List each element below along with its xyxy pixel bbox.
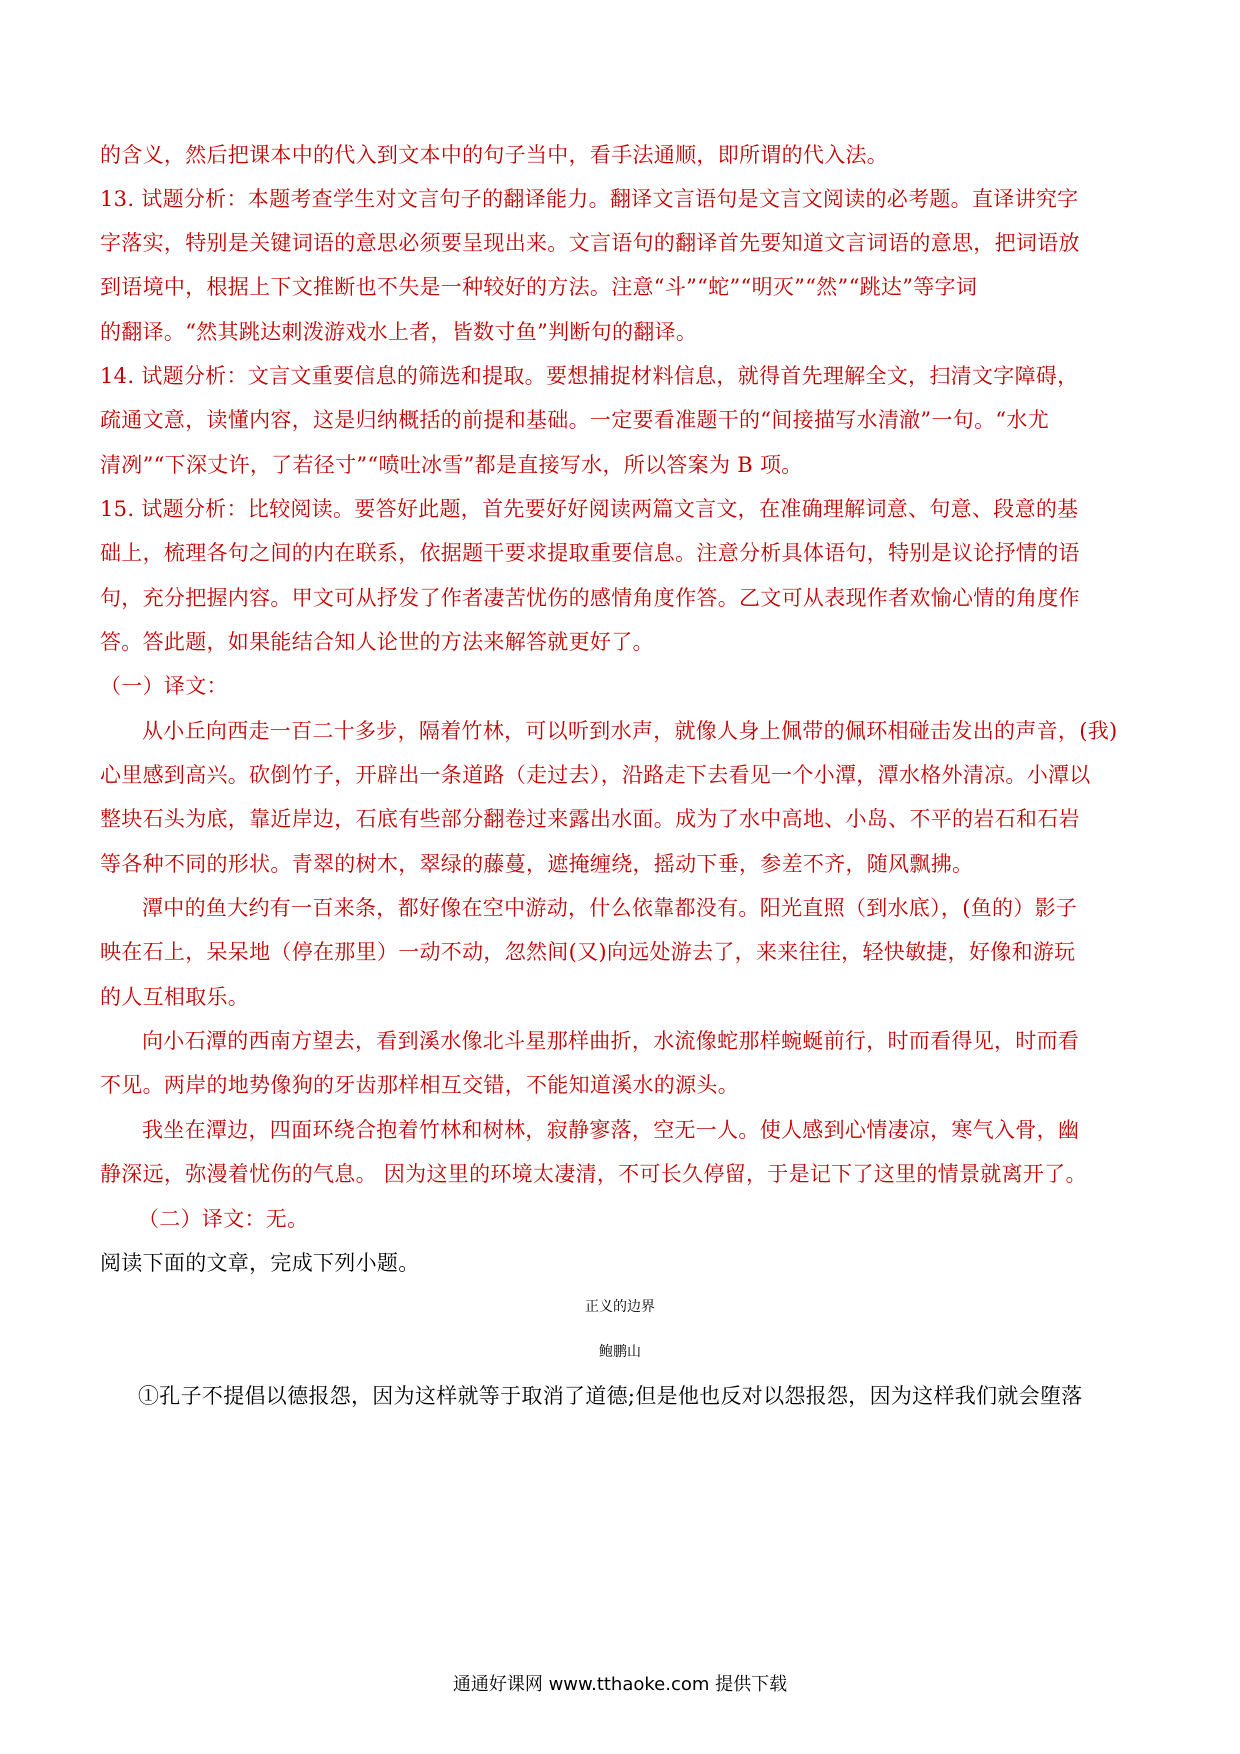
translation-p2-line-2: 映在石上，呆呆地（停在那里）一动不动，忽然间(又)向远处游去了，来来往往，轻快敏捷，好像和游玩 (100, 940, 1076, 964)
q13-line-1: 13. 试题分析：本题考查学生对文言句子的翻译能力。翻译文言语句是文言文阅读的必考题。直译讲究字 (100, 187, 1079, 211)
q13-line-2: 字落实，特别是关键词语的意思必须要呈现出来。文言语句的翻译首先要知道文言词语的意思，把词语放 (100, 231, 1080, 255)
translation-p1-line-4: 等各种不同的形状。青翠的树木，翠绿的藤蔓，遮掩缠绕，摇动下垂，参差不齐，随风飘拂。 (100, 852, 974, 876)
translation-p4-line-2: 静深远，弥漫着忧伤的气息。 因为这里的环境太凄清，不可长久停留，于是记下了这里的情景就离开了。 (100, 1162, 1087, 1186)
article-author: 鲍鹏山 (599, 1344, 641, 1360)
translation-p4-line-1: 我坐在潭边，四面环绕合抱着竹林和树林，寂静寥落，空无一人。使人感到心情凄凉，寒气入骨，幽 (142, 1118, 1080, 1142)
article-title: 正义的边界 (585, 1299, 655, 1315)
q15-line-3: 句，充分把握内容。甲文可从抒发了作者凄苦忧伤的感情角度作答。乙文可从表现作者欢愉心情的角度作 (100, 586, 1080, 610)
q13-line-3: 到语境中，根据上下文推断也不失是一种较好的方法。注意“斗”“蛇”“明灭”“然”“跳达”等字词 (100, 275, 978, 299)
analysis-line: 的含义，然后把课本中的代入到文本中的句子当中，看手法通顺，即所谓的代入法。 (100, 143, 889, 167)
translation-heading-1: （一）译文： (100, 674, 228, 698)
page-footer: 通通好课网 www.tthaoke.com 提供下载 (452, 1674, 788, 1695)
translation-p1-line-2: 心里感到高兴。砍倒竹子，开辟出一条道路（走过去），沿路走下去看见一个小潭，潭水格外清凉。小潭以 (100, 763, 1091, 787)
translation-heading-2: （二）译文：无。 (138, 1207, 309, 1231)
q15-line-1: 15. 试题分析：比较阅读。要答好此题，首先要好好阅读两篇文言文，在准确理解词意、句意、段意的基 (100, 497, 1079, 521)
q13-line-4: 的翻译。“然其跳达刺泼游戏水上者，皆数寸鱼”判断句的翻译。 (100, 320, 698, 344)
q15-line-2: 础上，梳理各句之间的内在联系，依据题干要求提取重要信息。注意分析具体语句，特别是议论抒情的语 (100, 541, 1080, 565)
q14-line-1: 14. 试题分析：文言文重要信息的筛选和提取。要想捕捉材料信息，就得首先理解全文，扫清文字障碍， (100, 364, 1079, 388)
reading-instruction: 阅读下面的文章，完成下列小题。 (100, 1251, 420, 1275)
q14-line-3: 清冽”“下深丈许，了若径寸”“喷吐冰雪”都是直接写水，所以答案为 B 项。 (100, 453, 803, 477)
translation-p1-line-1: 从小丘向西走一百二十多步，隔着竹林，可以听到水声，就像人身上佩带的佩环相碰击发出的声音，(我) (142, 719, 1118, 743)
translation-p3-line-1: 向小石潭的西南方望去，看到溪水像北斗星那样曲折，水流像蛇那样蜿蜒前行，时而看得见，时而看 (142, 1029, 1080, 1053)
translation-p2-line-3: 的人互相取乐。 (100, 985, 250, 1009)
article-paragraph-1: ①孔子不提倡以德报怨，因为这样就等于取消了道德;但是他也反对以怨报怨，因为这样我们就会堕落 (138, 1384, 1083, 1408)
translation-p3-line-2: 不见。两岸的地势像狗的牙齿那样相互交错，不能知道溪水的源头。 (100, 1073, 739, 1097)
q14-line-2: 疏通文意，读懂内容，这是归纳概括的前提和基础。一定要看准题干的“间接描写水清澈”一句。“水尤 (100, 408, 1050, 432)
translation-p2-line-1: 潭中的鱼大约有一百来条，都好像在空中游动，什么依靠都没有。阳光直照（到水底），(鱼的）影子 (142, 896, 1078, 920)
q15-line-4: 答。答此题，如果能结合知人论世的方法来解答就更好了。 (100, 630, 654, 654)
translation-p1-line-3: 整块石头为底，靠近岸边，石底有些部分翻卷过来露出水面。成为了水中高地、小岛、不平的岩石和石岩 (100, 807, 1080, 831)
